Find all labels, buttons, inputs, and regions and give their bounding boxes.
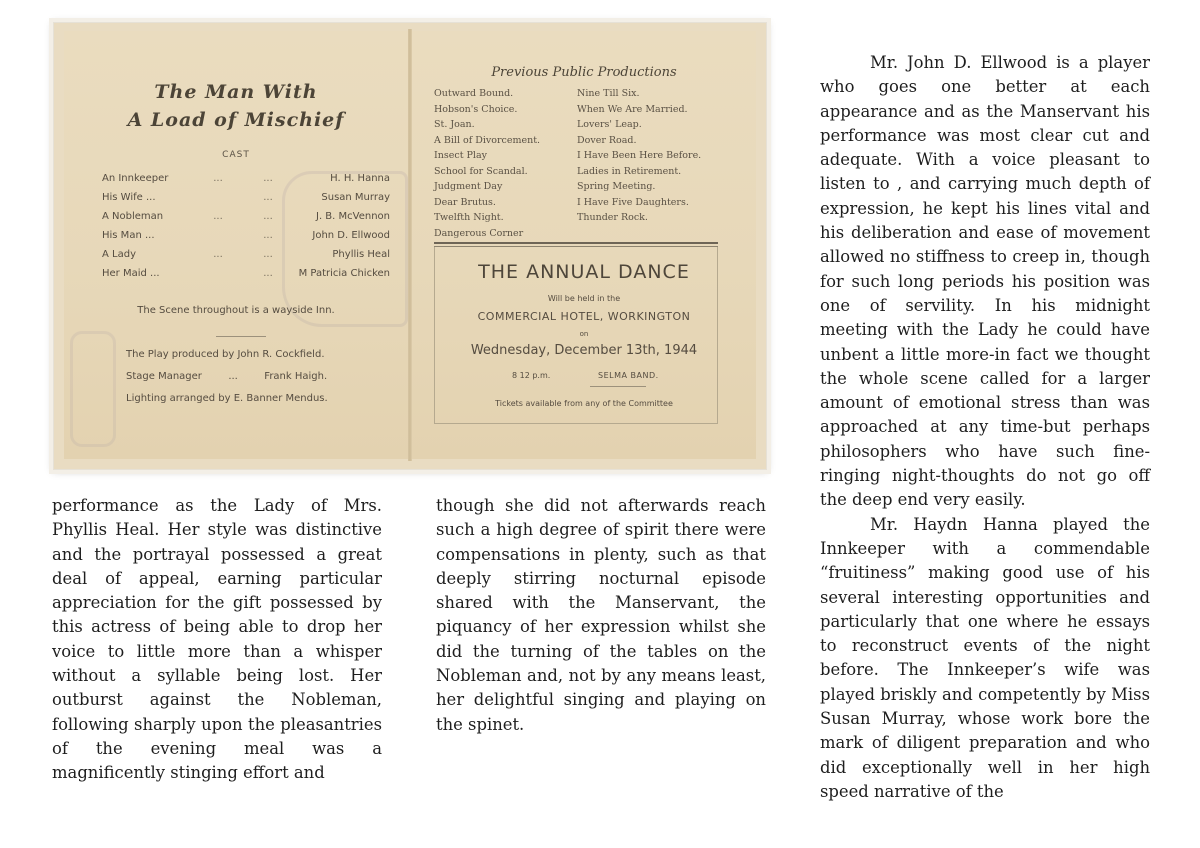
previous-productions-title: Previous Public Productions [491,65,677,80]
cast-dots [198,226,238,245]
cast-actor: M Patricia Chicken [298,268,390,279]
cast-actor: John D. Ellwood [312,230,390,241]
cast-actor: Phyllis Heal [332,249,390,260]
cast-dots [198,264,238,283]
lighting-credit: Lighting arranged by E. Banner Mendus. [126,393,328,404]
cast-dots: ... [263,173,273,184]
cast-row [102,169,390,188]
cast-dots: ... [263,211,273,222]
list-item: Dear Brutus. [434,196,496,208]
programme-left-page [64,31,408,459]
dance-title: THE ANNUAL DANCE [478,261,690,283]
article-paragraph: though she did not afterwards reach such a high degree of spirit there were compensations in plenty, such as that deeply stirring nocturnal episode shared with the Manservant, the piquancy of her expression whilst she did the turning of the tables on the Nobleman and, not by any means least, her delightful singing and playing on the spinet. [436,496,766,734]
cast-dots: ... [213,173,223,184]
list-item: Hobson's Choice. [434,103,518,115]
cast-row [102,207,390,226]
play-title-line2: A Load of Mischief [127,109,345,131]
dance-date: Wednesday, December 13th, 1944 [470,343,698,358]
programme-right-page [412,31,756,459]
article-column-1 [52,494,382,786]
cast-row [102,245,390,264]
list-item: Ladies in Retirement. [577,165,682,177]
dance-time: 8 12 p.m. [512,371,551,380]
list-item: Dover Road. [577,134,637,146]
programme-scan [53,22,767,470]
dance-band: SELMA BAND. [598,371,659,380]
productions-list-right [577,86,701,226]
dance-venue: COMMERCIAL HOTEL, WORKINGTON [477,310,691,323]
list-item: Twelfth Night. [434,212,504,223]
producer-credit: The Play produced by John R. Cockfield. [126,349,325,360]
list-item: Dangerous Corner [434,227,524,239]
stage-manager-credit [126,371,327,382]
cast-role: His Wife ... [102,192,156,203]
dance-tickets: Tickets available from any of the Committee [495,399,673,408]
cast-dots: ... [213,211,223,222]
cast-role: His Man ... [102,230,155,241]
article-column-3 [820,51,1150,804]
cast-role: A Lady [102,249,136,260]
list-item: Outward Bound. [434,88,514,99]
list-item: When We Are Married. [577,103,688,115]
cast-role: A Nobleman [102,211,164,222]
productions-list-left [434,86,540,241]
cast-dots: ... [263,192,273,203]
cast-dots: ... [213,249,223,260]
cast-dots: ... [263,230,273,241]
list-item: School for Scandal. [434,165,528,177]
cast-actor: Susan Murray [321,192,390,203]
cast-actor: H. H. Hanna [330,173,390,184]
article-column-2 [436,494,766,737]
list-item: Lovers' Leap. [577,119,642,130]
list-item: Thunder Rock. [577,212,648,223]
list-item: A Bill of Divorcement. [434,134,541,146]
divider [216,336,266,337]
list-item: St. Joan. [434,119,475,130]
cast-dots: ... [263,268,273,279]
play-title-line1: The Man With [154,81,318,103]
cast-list [102,169,390,283]
stage-manager-label: Stage Manager [126,371,202,382]
article-paragraph: Mr. John D. Ellwood is a player who goes one better at each appearance and as the Manservant his performance was most clear cut and adequate. With a voice pleasant to listen to , and carrying much depth of expression, he kept his lines vital and his deliberation and ease of movement allowed no stiffness to creep in, though for such long periods his position was one of servility. In his midnight meeting with the Lady he could have unbent a little more-in fact we thought the whole scene called for a larger amount of emotional stress than was approached at any time-but perhaps philosophers who have such fine-ringing night-thoughts do not go off the deep end very easily. [820,53,1150,510]
cast-actor: J. B. McVennon [316,211,390,222]
scene-note: The Scene throughout is a wayside Inn. [137,305,335,316]
stage-manager-name: Frank Haigh. [264,371,328,382]
article-paragraph: Mr. Haydn Hanna played the Innkeeper with a commendable “fruitiness” making good use of his several interesting opportunities and particularly that one where he essays to reconstruct events of the night before. The Innkeeper’s wife was played briskly and competently by Miss Susan Murray, whose work bore the mark of diligent preparation and who did exceptionally well in her high speed narrative of the [820,514,1150,801]
cast-dots: ... [263,249,273,260]
stage-manager-dots: ... [228,371,238,382]
cast-row [102,264,390,283]
cast-row [102,226,390,245]
show-through-mark [70,331,116,447]
dance-on: on [579,330,589,338]
list-item: I Have Been Here Before. [577,150,702,161]
divider [590,386,646,387]
list-item: Judgment Day [434,181,503,192]
cast-role: An Innkeeper [102,173,169,184]
cast-heading: CAST [222,150,250,160]
list-item: Nine Till Six. [577,88,640,99]
article-paragraph: performance as the Lady of Mrs. Phyllis Heal. Her style was distinctive and the portrayal possessed a great deal of appeal, earning particular appreciation for the gift possessed by this actress of being able to drop her voice to little more than a whisper without a syllable being lost. Her outburst against the Nobleman, following sharply upon the pleasantries of the evening meal was a magnificently stinging effort and [52,496,382,783]
list-item: Insect Play [434,150,487,161]
dance-held: Will be held in the [547,294,621,303]
list-item: I Have Five Daughters. [577,196,689,208]
cast-dots [198,188,238,207]
list-item: Spring Meeting. [577,181,656,192]
cast-role: Her Maid ... [102,268,160,279]
cast-row [102,188,390,207]
